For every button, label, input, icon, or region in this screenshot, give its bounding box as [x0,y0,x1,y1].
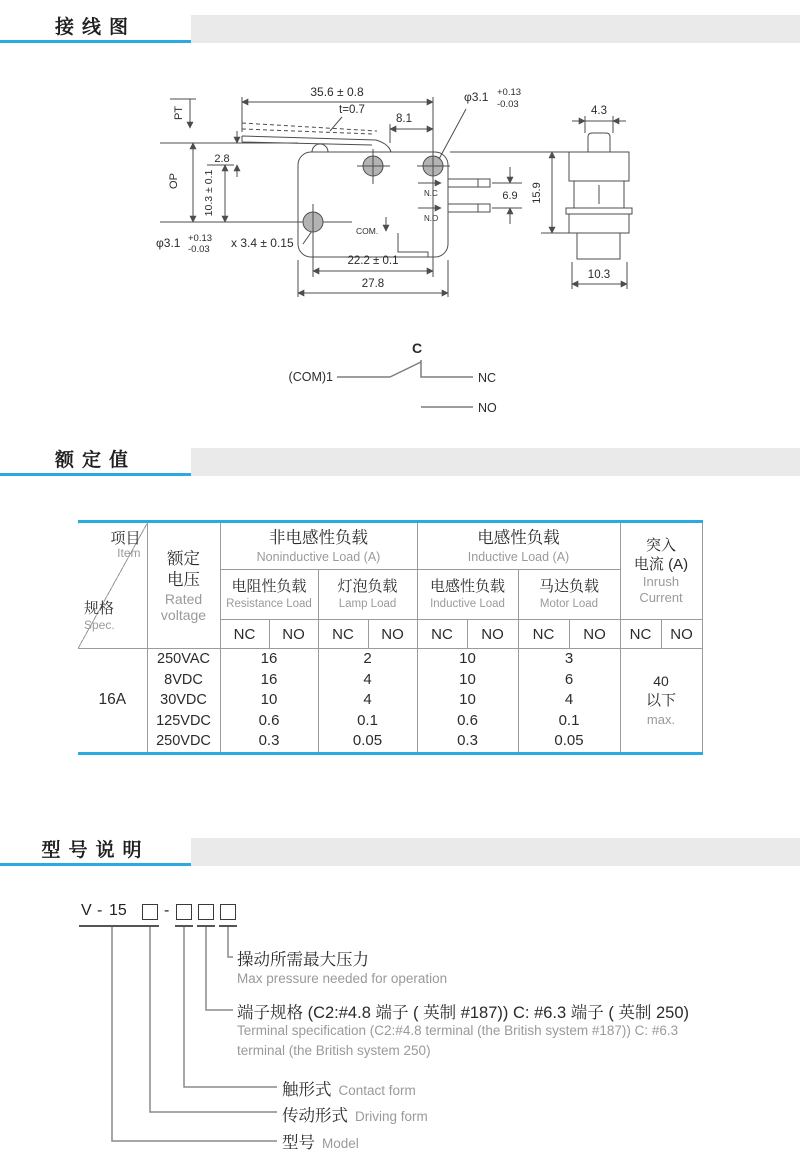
inrush-header: 突入 电流 (A) Inrush Current [620,522,702,620]
svg-text:φ3.1: φ3.1 [156,236,181,250]
dim-hole-left [156,231,312,255]
dim-lever-thickness [330,104,365,131]
svg-text:φ3.1: φ3.1 [464,90,489,104]
rating-table [78,520,703,755]
dim-gap-69 [492,167,522,224]
spec-cell: 16A [78,649,147,754]
section-title-wiring: 接线图 [0,15,191,43]
model-box-contact [176,904,192,920]
wiring-diagram [0,55,800,430]
dim-pretravel-pt [170,99,196,128]
dim-height-103 [203,165,225,222]
label-contact: 触形式 Contact form [282,1081,416,1099]
rated-voltage-header: 额定 电压 Rated voltage [147,522,220,649]
label-terminal-en1: Terminal specification (C2:#4.8 terminal (the British system #187)) C: #6.3 [237,1023,679,1038]
side-view-outline [566,133,632,259]
underline-terminal [197,925,215,927]
voltage-list: 250VAC 8VDC 30VDC 125VDC 250VDC [147,649,220,754]
corner-spec-cn: 规格 [84,600,115,617]
mounting-hole-top-right [417,97,450,277]
terminal-labels [418,183,441,223]
svg-text:10.3 ± 0.1: 10.3 ± 0.1 [203,169,215,217]
mounting-hole-top-center [357,149,390,184]
group-inductive: 电感性负载 Inductive Load (A) [417,522,620,570]
underline-pressure [219,925,237,927]
svg-text:8.1: 8.1 [396,113,412,125]
model-breakdown [0,878,800,1160]
dim-hole-right [439,87,521,159]
underline-model [79,925,145,927]
section-header-rating [0,448,800,479]
svg-text:22.2 ± 0.1: 22.2 ± 0.1 [347,255,399,267]
svg-text:x 3.4 ± 0.15: x 3.4 ± 0.15 [231,236,294,250]
svg-text:2.8: 2.8 [214,153,230,165]
svg-text:-0.03: -0.03 [497,99,519,110]
svg-text:6.9: 6.9 [502,190,518,202]
label-driving: 传动形式 Driving form [282,1107,428,1125]
ncno-row: NC NO NC NO NC NO NC NO NC NO [78,620,702,649]
section-title-model: 型号说明 [0,838,191,866]
col-resistance-load: 电阻性负载 Resistance Load [220,570,318,620]
svg-text:4.3: 4.3 [591,105,607,117]
label-terminal-en2: terminal (the British system 250) [237,1043,431,1058]
switch-lever [242,123,391,152]
corner-spec-en: Spec. [84,618,115,632]
col-inductive-load: 电感性负载 Inductive Load [417,570,518,620]
circuit-nc-label: NC [478,371,497,385]
svg-text:t=0.7: t=0.7 [339,104,365,116]
svg-text:OP: OP [168,173,180,189]
circuit-c-label: C [411,340,423,356]
dim-width-103 [572,262,627,289]
section-header-bar [191,838,800,866]
group-noninductive: 非电感性负载 Noninductive Load (A) [220,522,417,570]
svg-text:-0.03: -0.03 [188,244,210,255]
label-pressure-cn: 操动所需最大压力 [237,951,369,969]
corner-item-cn: 项目 [110,530,141,547]
svg-text:27.8: 27.8 [361,278,385,290]
svg-text:10.3: 10.3 [587,269,611,281]
model-prefix: V [81,902,92,919]
inrush-value: 40 以下 max. [620,649,702,754]
inductive-values: 10 10 10 0.6 0.3 [417,649,518,754]
section-header-bar [191,15,800,43]
circuit-com-label: (COM)1 [288,370,333,384]
section-header-bar [191,448,800,476]
corner-cell [78,522,147,649]
col-lamp-load: 灯泡负载 Lamp Load [318,570,417,620]
data-row [78,649,702,754]
section-header-model [0,838,800,869]
terminal-com [356,217,428,257]
underline-contact [175,925,193,927]
svg-text:N.O: N.O [424,214,439,223]
dim-op [168,143,193,222]
svg-text:COM.: COM. [356,226,379,236]
model-dash2: - [164,902,170,919]
lamp-values: 2 4 4 0.1 0.05 [318,649,417,754]
svg-text:35.6 ± 0.8: 35.6 ± 0.8 [310,85,364,99]
model-box-terminal [198,904,214,920]
label-terminal-cn: 端子规格 (C2:#4.8 端子 ( 英制 #187)) C: #6.3 端子 ( 英制 250) [237,1004,690,1022]
svg-text:+0.13: +0.13 [497,87,522,98]
svg-text:N.C: N.C [424,189,438,198]
model-series: 15 [109,902,127,919]
terminal-blades [448,179,490,212]
section-title-rating: 额定值 [0,448,191,476]
corner-item-en: Item [117,546,141,560]
circuit-schematic [289,340,497,415]
motor-values: 3 6 4 0.1 0.05 [518,649,620,754]
svg-text:15.9: 15.9 [531,182,543,204]
dim-offset-81 [390,113,433,143]
model-box-pressure [220,904,236,920]
circuit-no-label: NO [478,401,497,415]
label-pressure-en: Max pressure needed for operation [237,971,448,986]
section-header-wiring [0,15,800,46]
model-dash: - [97,902,103,919]
underline-driving [141,925,159,927]
svg-text:PT: PT [173,105,185,121]
model-box-driving [142,904,158,920]
svg-text:+0.13: +0.13 [188,233,213,244]
resistance-values: 16 16 10 0.6 0.3 [220,649,318,754]
label-model: 型号 Model [282,1134,359,1152]
col-motor-load: 马达负载 Motor Load [518,570,620,620]
dim-width-43 [572,105,626,133]
